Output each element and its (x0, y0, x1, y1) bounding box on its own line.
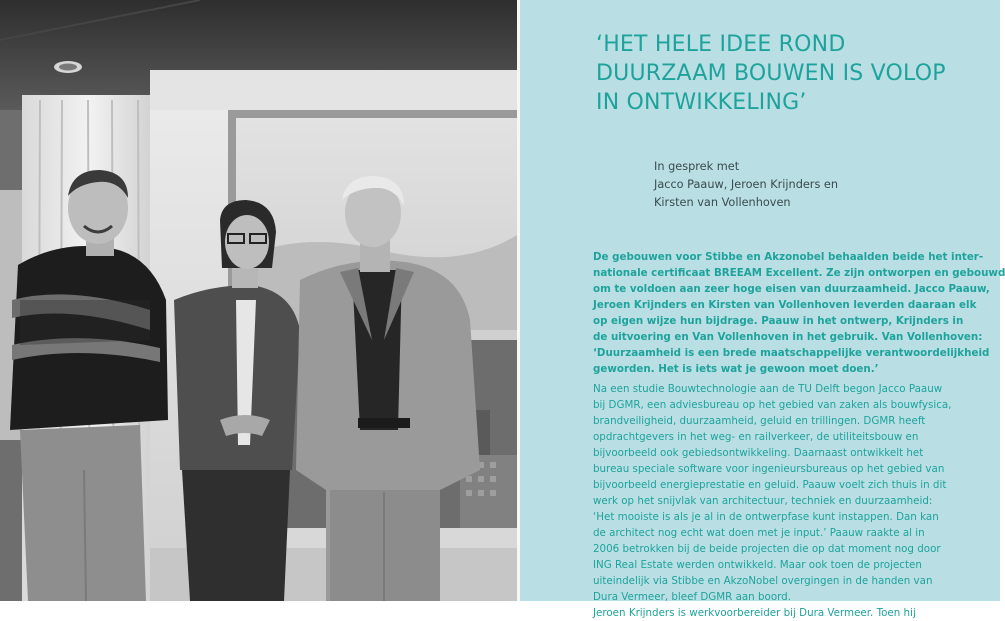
lead-line: op eigen wijze hun bijdrage. Paauw in het ontwerp, Krijnders in (593, 315, 964, 327)
body-line: ‘Het mooiste is als je al in de ontwerpfase kunt instappen. Dan kan (593, 511, 939, 523)
intro-line: Kirsten van Vollenhoven (654, 196, 791, 209)
body-line: uiteindelijk via Stibbe en AkzoNobel overgingen in de handen van (593, 575, 933, 587)
body-line: Jeroen Krijnders is werkvoorbereider bij Dura Vermeer. Toen hij (593, 607, 916, 619)
lead-paragraph (593, 249, 1005, 377)
body-line: ING Real Estate werden ontwikkeld. Maar ook toen de projecten (593, 559, 922, 571)
body-paragraph (593, 381, 998, 621)
lead-line: nationale certificaat BREEAM Excellent. Ze zijn ontworpen en gebouwd (593, 267, 1005, 279)
body-line: brandveiligheid, duurzaamheid, geluid en trillingen. DGMR heeft (593, 415, 926, 427)
body-line: werk op het snijvlak van architectuur, techniek en duurzaamheid: (593, 495, 933, 507)
lead-line: Jeroen Krijnders en Kirsten van Vollenhoven leverden daaraan elk (593, 299, 977, 311)
body-line: de architect nog echt wat doen met je input.’ Paauw raakte al in (593, 527, 925, 539)
lead-line: om te voldoen aan zeer hoge eisen van duurzaamheid. Jacco Paauw, (593, 283, 990, 295)
article-page (520, 0, 1005, 619)
intro-line: In gesprek met (654, 160, 740, 173)
body-line: bijvoorbeeld ook gebiedsontwikkeling. Daarnaast ontwikkelt het (593, 447, 924, 459)
body-line: bij DGMR, een adviesbureau op het gebied van zaken als bouwfysica, (593, 399, 952, 411)
body-line: bureau speciale software voor ingenieursbureaus op het gebied van (593, 463, 945, 475)
lead-line: De gebouwen voor Stibbe en Akzonobel behaalden beide het inter- (593, 251, 984, 263)
body-line: opdrachtgevers in het weg- en railverkeer, de utiliteitsbouw en (593, 431, 919, 443)
body-line: 2006 betrokken bij de beide projecten die op dat moment nog door (593, 543, 941, 555)
photo-illustration (0, 0, 517, 601)
headline-line: IN ONTWIKKELING’ (596, 90, 807, 115)
article-headline (596, 30, 996, 117)
intro-line: Jacco Paauw, Jeroen Krijnders en (654, 178, 839, 191)
interview-intro (654, 158, 984, 212)
headline-line: ‘HET HELE IDEE ROND (596, 32, 846, 57)
lead-line: de uitvoering en Van Vollenhoven in het gebruik. Van Vollenhoven: (593, 331, 983, 343)
lead-line: geworden. Het is iets wat je gewoon moet doen.’ (593, 363, 879, 375)
group-photo (0, 0, 517, 601)
headline-line: DUURZAAM BOUWEN IS VOLOP (596, 61, 946, 86)
body-line: Dura Vermeer, bleef DGMR aan boord. (593, 591, 791, 603)
lead-line: ‘Duurzaamheid is een brede maatschappelijke verantwoordelijkheid (593, 347, 990, 359)
body-line: bijvoorbeeld energieprestatie en geluid. Paauw voelt zich thuis in dit (593, 479, 947, 491)
body-line: Na een studie Bouwtechnologie aan de TU Delft begon Jacco Paauw (593, 383, 943, 395)
